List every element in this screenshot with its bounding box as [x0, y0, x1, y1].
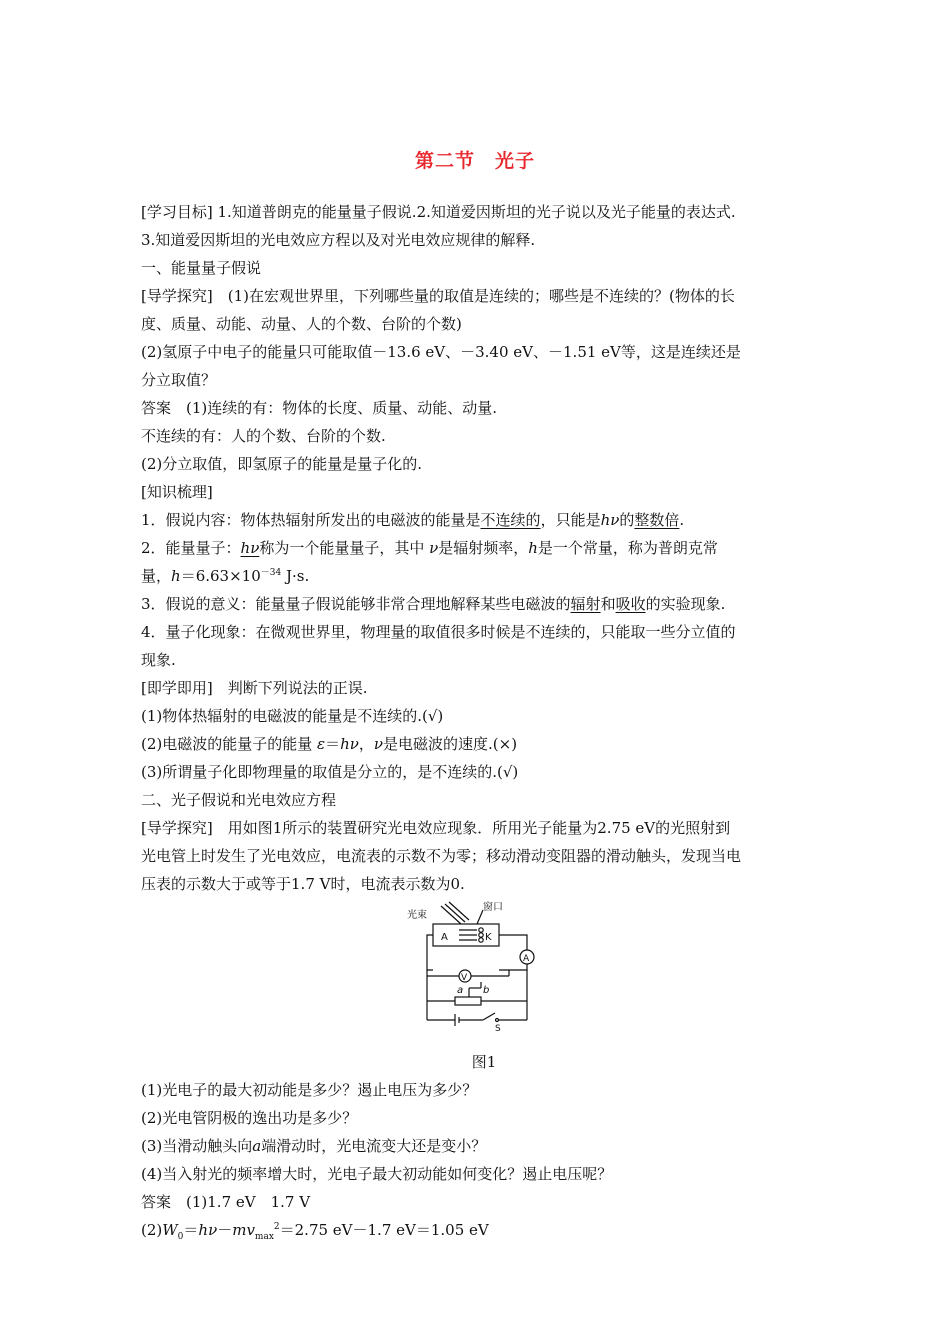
practice-item-2 — [141, 730, 811, 758]
explore1-q1a: (1)在宏观世界里，下列哪些量的取值是连续的；哪些是不连续的？(物体的长 — [212, 287, 735, 305]
k1-mid2: 的 — [619, 511, 635, 529]
explore1-line-2: 度、质量、动能、动量、人的个数、台阶的个数) — [141, 315, 462, 333]
ans2-sup: 2 — [273, 1222, 280, 1232]
figure-caption: 图1 — [471, 1053, 497, 1071]
k2-h: h — [528, 539, 538, 557]
answer1-a1a: (1)连续的有：物体的长度、质量、动能、动量. — [171, 399, 498, 417]
q3-end: 端滑动时，光电流变大还是变小？ — [261, 1137, 487, 1155]
practice-text: 判断下列说法的正误. — [212, 679, 368, 697]
answer2-a1: (1)1.7 eV 1.7 V — [171, 1193, 311, 1211]
explore1-line-1 — [141, 282, 811, 310]
k2-nu: ν — [429, 539, 439, 557]
page-title: 第二节 光子 — [414, 150, 535, 172]
explore2-label: [导学探究] — [141, 819, 213, 837]
k2-end: 是一个常量，称为普朗克常 — [537, 539, 718, 557]
p2-mid: ， — [358, 735, 374, 753]
answer2-label: 答案 — [141, 1193, 172, 1211]
explore2-line-3: 压表的示数大于或等于1.7 V时，电流表示数为0. — [141, 875, 465, 893]
explore2-line-2: 光电管上时发生了光电效应，电流表的示数不为零；移动滑动变阻器的滑动触头，发现当电 — [141, 847, 742, 865]
label-beam: 光束 — [407, 910, 427, 921]
k2-mid2: 是辐射频率， — [438, 539, 529, 557]
answer1-line-2: 不连续的有：人的个数、台阶的个数. — [141, 427, 386, 445]
objectives-line-2: 3.知道爱因斯坦的光电效应方程以及对光电效应规律的解释. — [141, 231, 536, 249]
knowledge-item-4b: 现象. — [141, 651, 176, 669]
k2b-exponent: －34 — [260, 568, 282, 578]
circuit-diagram — [407, 900, 541, 1034]
p2-text: (2)电磁波的能量子的能量 — [141, 735, 318, 753]
k1-text: 1．假说内容：物体热辐射所发出的电磁波的能量是 — [141, 511, 481, 529]
p2-end: 是电磁波的速度.(×) — [383, 735, 518, 753]
p2-eq: ＝ — [325, 735, 341, 753]
practice-line — [141, 674, 811, 702]
knowledge-item-2 — [141, 534, 811, 562]
label-a: a — [457, 985, 464, 996]
k3-end: 的实验现象. — [645, 595, 726, 613]
ans2-sub0: 0 — [177, 1232, 184, 1242]
section2-heading: 二、光子假说和光电效应方程 — [141, 791, 337, 809]
label-window: 窗口 — [483, 902, 503, 913]
ans2-eq: ＝ — [183, 1221, 199, 1239]
explore-label: [导学探究] — [141, 287, 213, 305]
knowledge-item-1 — [141, 506, 811, 534]
k1-mid: ，只能是 — [540, 511, 601, 529]
ans2-W: W — [162, 1221, 178, 1239]
explore1-line-3: (2)氢原子中电子的能量只可能取值－13.6 eV、－3.40 eV、－1.51 eV等，这是连续还是 — [141, 343, 741, 361]
answer1-line-1 — [141, 394, 811, 422]
practice-item-3: (3)所谓量子化即物理量的取值是分立的，是不连续的.(√) — [141, 763, 519, 781]
k2-mid: 称为一个能量量子，其中 — [259, 539, 430, 557]
label-switch: S — [495, 1024, 501, 1034]
practice-label: [即学即用] — [141, 679, 213, 697]
ans2-sub-max: max — [254, 1232, 274, 1242]
question2-3 — [141, 1132, 811, 1160]
answer2-line-2 — [141, 1216, 811, 1244]
k2b-value: ＝6.63×10 — [180, 567, 261, 585]
p2-hv: hν — [340, 735, 359, 753]
k3-and: 和 — [600, 595, 616, 613]
ans2-prefix: (2) — [141, 1221, 163, 1239]
k1-underline-1: 不连续的 — [480, 511, 541, 529]
k1-underline-2: 整数倍 — [634, 511, 680, 529]
knowledge-label: [知识梳理] — [141, 483, 213, 501]
label-ammeter: A — [523, 954, 530, 964]
objectives-text-1: 1.知道普朗克的能量量子假说.2.知道爱因斯坦的光子说以及光子能量的表达式. — [212, 203, 736, 221]
k2-text: 2．能量量子： — [141, 539, 241, 557]
k1-end: . — [679, 511, 685, 529]
knowledge-item-4: 4．量子化现象：在微观世界里，物理量的取值很多时候是不连续的，只能取一些分立值的 — [141, 623, 736, 641]
question2-1: (1)光电子的最大初动能是多少？遏止电压为多少？ — [141, 1081, 478, 1099]
knowledge-item-2b — [141, 562, 811, 590]
question2-2: (2)光电管阴极的逸出功是多少？ — [141, 1109, 358, 1127]
k2b-h: h — [171, 567, 181, 585]
practice-item-1: (1)物体热辐射的电磁波的能量是不连续的.(√) — [141, 707, 444, 725]
label-cathode: K — [485, 932, 492, 943]
label-anode: A — [441, 932, 448, 943]
k2b-text: 量， — [141, 567, 172, 585]
ans2-minus: － — [217, 1221, 233, 1239]
label-b: b — [483, 985, 490, 996]
answer2-line-1 — [141, 1188, 811, 1216]
explore1-line-4: 分立取值？ — [141, 371, 217, 389]
knowledge-item-3 — [141, 590, 811, 618]
ans2-end: ＝2.75 eV－1.7 eV＝1.05 eV — [279, 1221, 489, 1239]
answer1-line-3: (2)分立取值，即氢原子的能量是量子化的. — [141, 455, 423, 473]
label-voltmeter: V — [461, 973, 468, 983]
objectives-line-1 — [141, 198, 811, 226]
explore2-e1: 用如图1所示的装置研究光电效应现象．所用光子能量为2.75 eV的光照射到 — [212, 819, 731, 837]
p2-nu: ν — [373, 735, 384, 753]
document-body — [141, 198, 811, 1244]
q3-a: a — [252, 1137, 262, 1155]
section1-heading: 一、能量量子假说 — [141, 259, 262, 277]
k3-underline-2: 吸收 — [615, 595, 646, 613]
k2b-unit: J·s. — [281, 567, 310, 585]
objectives-label: [学习目标] — [141, 203, 213, 221]
k2-underline: hν — [240, 539, 260, 557]
answer-label: 答案 — [141, 399, 172, 417]
explore2-line-1 — [141, 814, 811, 842]
figure-1 — [141, 900, 811, 1048]
q3-text: (3)当滑动触头向 — [141, 1137, 253, 1155]
ans2-mv: mv — [232, 1221, 255, 1239]
ans2-hv: hν — [198, 1221, 218, 1239]
p2-epsilon: ε — [317, 735, 326, 753]
k3-text: 3．假说的意义：能量量子假说能够非常合理地解释某些电磁波的 — [141, 595, 571, 613]
question2-4: (4)当入射光的频率增大时，光电子最大初动能如何变化？遏止电压呢？ — [141, 1165, 613, 1183]
k3-underline-1: 辐射 — [570, 595, 601, 613]
k1-hv: hν — [600, 511, 620, 529]
